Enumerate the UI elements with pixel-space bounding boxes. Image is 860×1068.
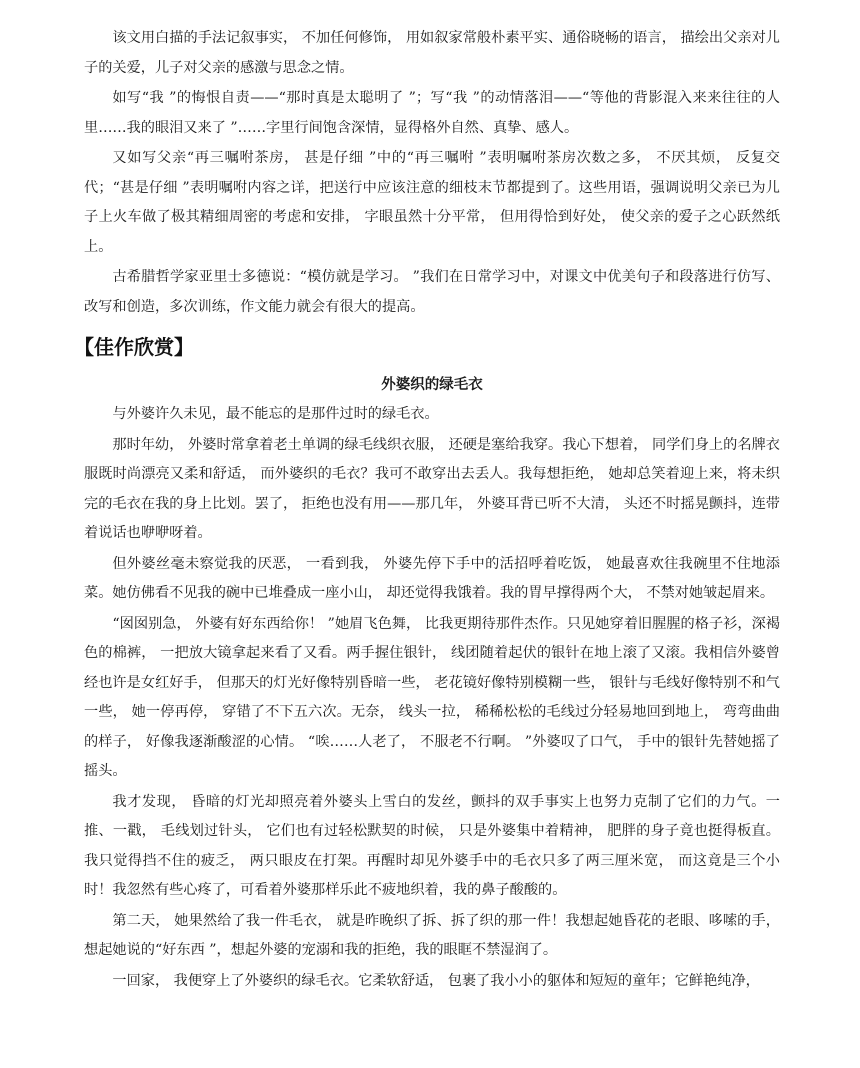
- essay-paragraph: “囡囡别急， 外婆有好东西给你！ ”她眉飞色舞， 比我更期待那件杰作。只见她穿着旧腥腥的格子衫，深褐色的棉裤， 一把放大镜拿起来看了又看。两手握住银针， 线团随着起伏的银针在地上滚了又滚。我相信外婆曾经也许是女红好手， 但那天的灯光好像特别昏暗一些， 老花镜好像特别模糊一些， 银针与毛线好像特别不和气一些， 她一停再停， 穿错了不下五六次。无奈， 线头一拉， 稀稀松松的毛线过分轻易地回到地上， 弯弯曲曲的样子， 好像我逐渐酸涩的心情。 “唉……人老了， 不服老不行啊。 ”外婆叹了口气， 手中的银针先替她摇了摇头。: [84, 615, 780, 779]
- essay-section: [84, 370, 780, 996]
- analysis-paragraph: 该文用白描的手法记叙事实， 不加任何修饰， 用如叙家常般朴素平实、通俗晓畅的语言， 描绘出父亲对儿子的关爱，儿子对父亲的感激与思念之情。: [84, 30, 780, 76]
- essay-paragraph: 但外婆丝毫未察觉我的厌恶， 一看到我， 外婆先停下手中的活招呼着吃饭， 她最喜欢往我碗里不住地添菜。她仿佛看不见我的碗中已堆叠成一座小山， 却还觉得我饿着。我的胃早撑得两个大， 不禁对她皱起眉来。: [84, 555, 780, 601]
- analysis-paragraph: 古希腊哲学家亚里士多德说：“模仿就是学习。 ”我们在日常学习中，对课文中优美句子和段落进行仿写、改写和创造，多次训练，作文能力就会有很大的提高。: [84, 269, 780, 315]
- analysis-section: [84, 0, 780, 322]
- analysis-paragraph: 又如写父亲“再三嘱咐茶房， 甚是仔细 ”中的“再三嘱咐 ”表明嘱咐茶房次数之多， 不厌其烦， 反复交代；“甚是仔细 ”表明嘱咐内容之详，把送行中应该注意的细枝末节都提到了。这些用语，强调说明父亲已为儿子上火车做了极其精细周密的考虑和安排， 字眼虽然十分平常， 但用得恰到好处， 使父亲的爱子之心跃然纸上。: [84, 150, 780, 255]
- essay-paragraph: 一回家， 我便穿上了外婆织的绿毛衣。它柔软舒适， 包裹了我小小的躯体和短短的童年；它鲜艳纯净，: [112, 972, 760, 989]
- section-heading: 【佳作欣赏】: [74, 335, 194, 359]
- analysis-paragraph: 如写“我 ”的悔恨自责——“那时真是太聪明了 ”；写“我 ”的动情落泪——“等他的背影混入来来往往的人里……我的眼泪又来了 ”……字里行间饱含深情，显得格外自然、真挚、感人。: [84, 90, 780, 136]
- essay-paragraph: 与外婆许久未见，最不能忘的是那件过时的绿毛衣。: [112, 406, 439, 422]
- essay-paragraph: 我才发现， 昏暗的灯光却照亮着外婆头上雪白的发丝，颤抖的双手事实上也努力克制了它们的力气。一推、一戳， 毛线划过针头， 它们也有过轻松默契的时候， 只是外婆集中着精神， 肥胖的身子竟也挺得板直。我只觉得挡不住的疲乏， 两只眼皮在打架。再醒时却见外婆手中的毛衣只多了两三厘米宽， 而这竟是三个小时！我忽然有些心疼了，可看着外婆那样乐此不疲地织着，我的鼻子酸酸的。: [84, 793, 780, 898]
- essay-paragraph: 那时年幼， 外婆时常拿着老土单调的绿毛线织衣服， 还硬是塞给我穿。我心下想着， 同学们身上的名牌衣服既时尚漂亮又柔和舒适， 而外婆织的毛衣？我可不敢穿出去丢人。我每想拒绝， 她却总笑着迎上来，将未织完的毛衣在我的身上比划。罢了， 拒绝也没有用——那几年， 外婆耳背已听不大清， 头还不时摇晃颤抖，连带着说话也咿咿呀着。: [84, 436, 780, 541]
- essay-title: 外婆织的绿毛衣: [381, 377, 483, 393]
- essay-paragraph: 第二天， 她果然给了我一件毛衣， 就是昨晚织了拆、拆了织的那一件！我想起她昏花的老眼、哆嗦的手，想起她说的“好东西 ”，想起外婆的宠溺和我的拒绝，我的眼眶不禁湿润了。: [84, 912, 780, 958]
